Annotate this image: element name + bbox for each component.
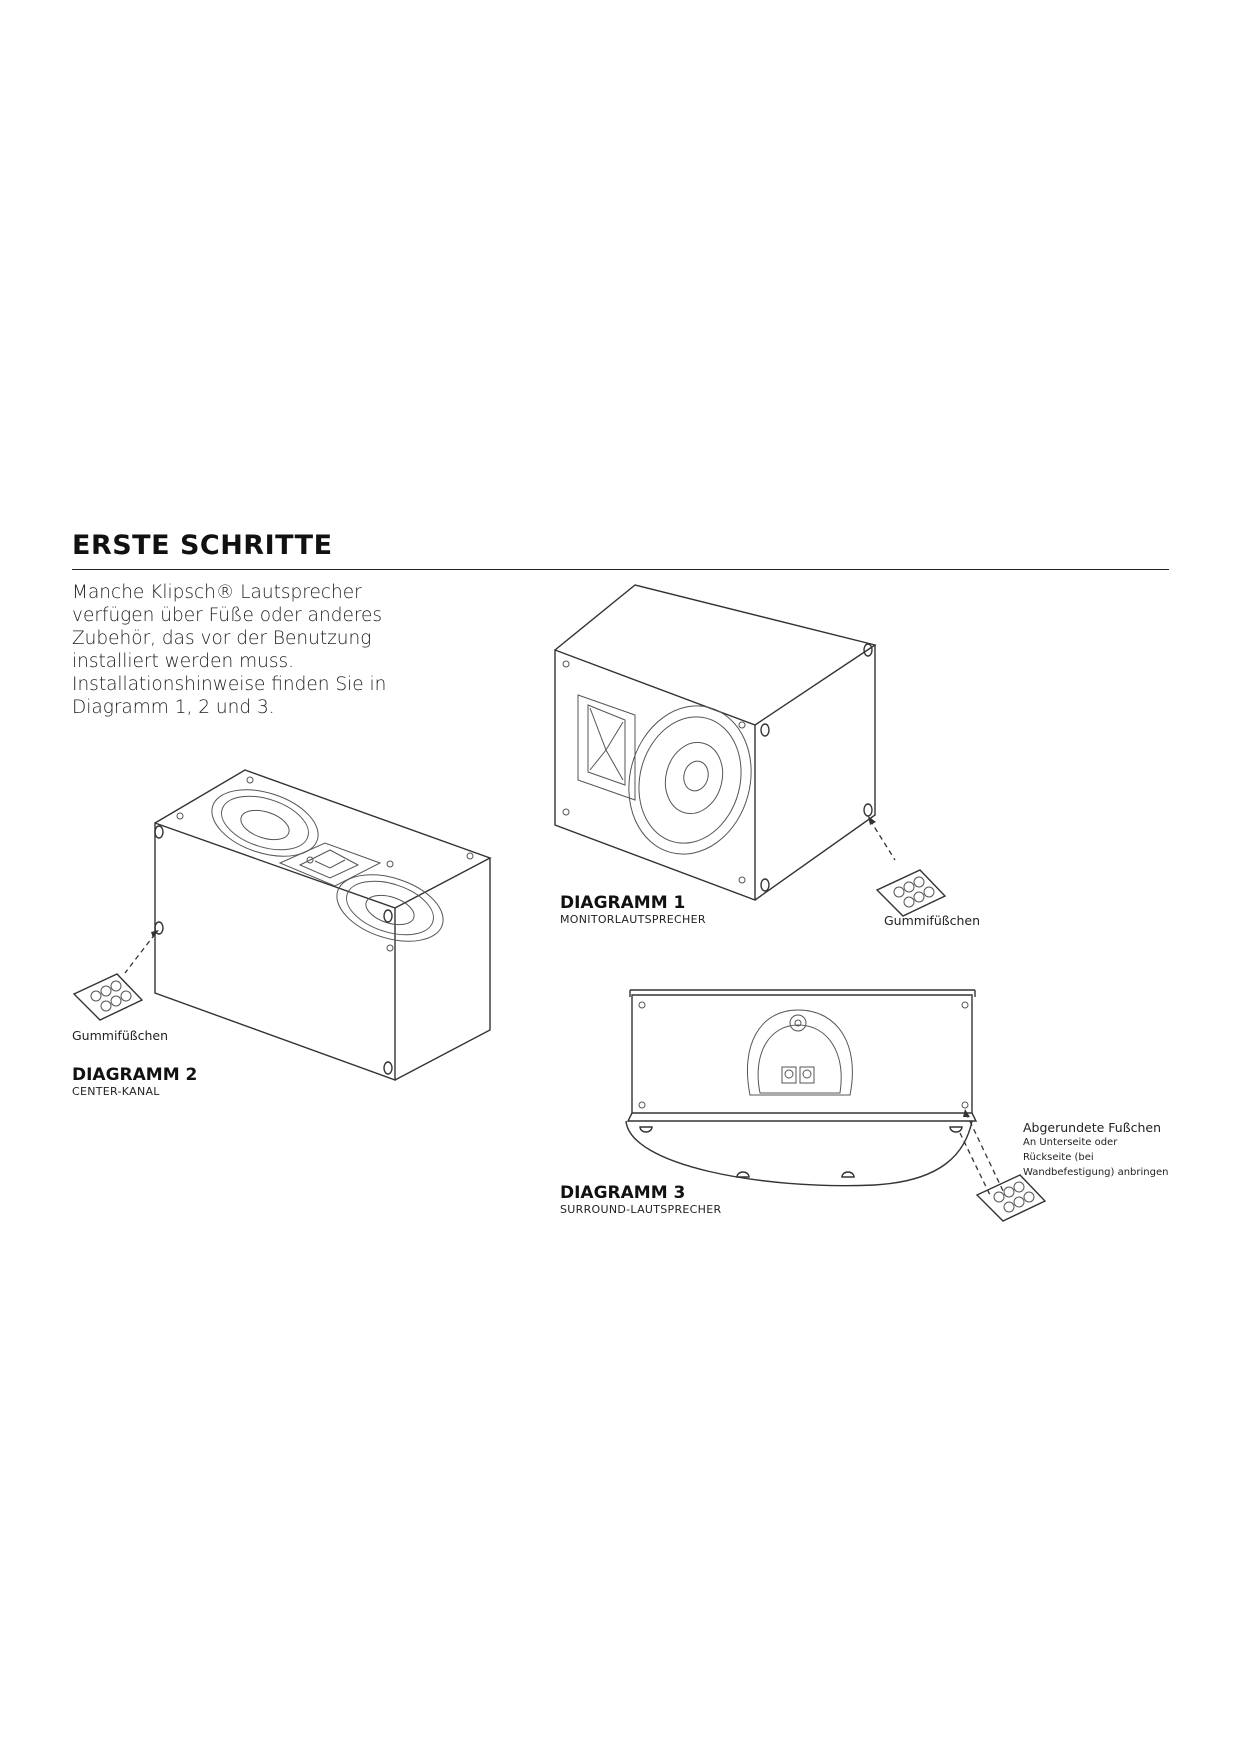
diagram3-callout-line3: Wandbefestigung) anbringen — [1023, 1167, 1169, 1178]
diagram1-callout: Gummifüßchen — [884, 913, 981, 928]
center-channel-illustration — [150, 768, 510, 1088]
section-heading: ERSTE SCHRITTE — [72, 530, 333, 561]
diagram2-title: DIAGRAMM 2 — [72, 1065, 198, 1085]
diagram3-title: DIAGRAMM 3 — [560, 1183, 686, 1203]
intro-paragraph: Manche Klipsch® Lautsprecher verfügen über Füße oder anderes Zubehör, das vor der Benutzung installiert werden muss. Installationshinweise finden Sie in Diagramm 1, 2 und 3. — [72, 582, 387, 718]
heading-divider — [72, 569, 1169, 570]
surround-speaker-illustration — [620, 985, 980, 1195]
diagram1-title: DIAGRAMM 1 — [560, 893, 686, 913]
rubber-feet-sheet-icon — [72, 972, 152, 1022]
diagram3-callout-title: Abgerundete Fußchen — [1023, 1120, 1161, 1135]
monitor-speaker-illustration — [550, 580, 970, 910]
rounded-feet-sheet-icon — [975, 1173, 1055, 1223]
diagram2-callout: Gummifüßchen — [72, 1028, 169, 1043]
diagram2-subtitle: CENTER-KANAL — [72, 1085, 160, 1098]
diagram3-subtitle: SURROUND-LAUTSPRECHER — [560, 1203, 722, 1216]
diagram1-subtitle: MONITORLAUTSPRECHER — [560, 913, 706, 926]
diagram3-callout-line1: An Unterseite oder — [1023, 1137, 1118, 1148]
diagram3-callout-line2: Rückseite (bei — [1023, 1152, 1094, 1163]
rubber-feet-sheet-icon — [875, 868, 955, 918]
